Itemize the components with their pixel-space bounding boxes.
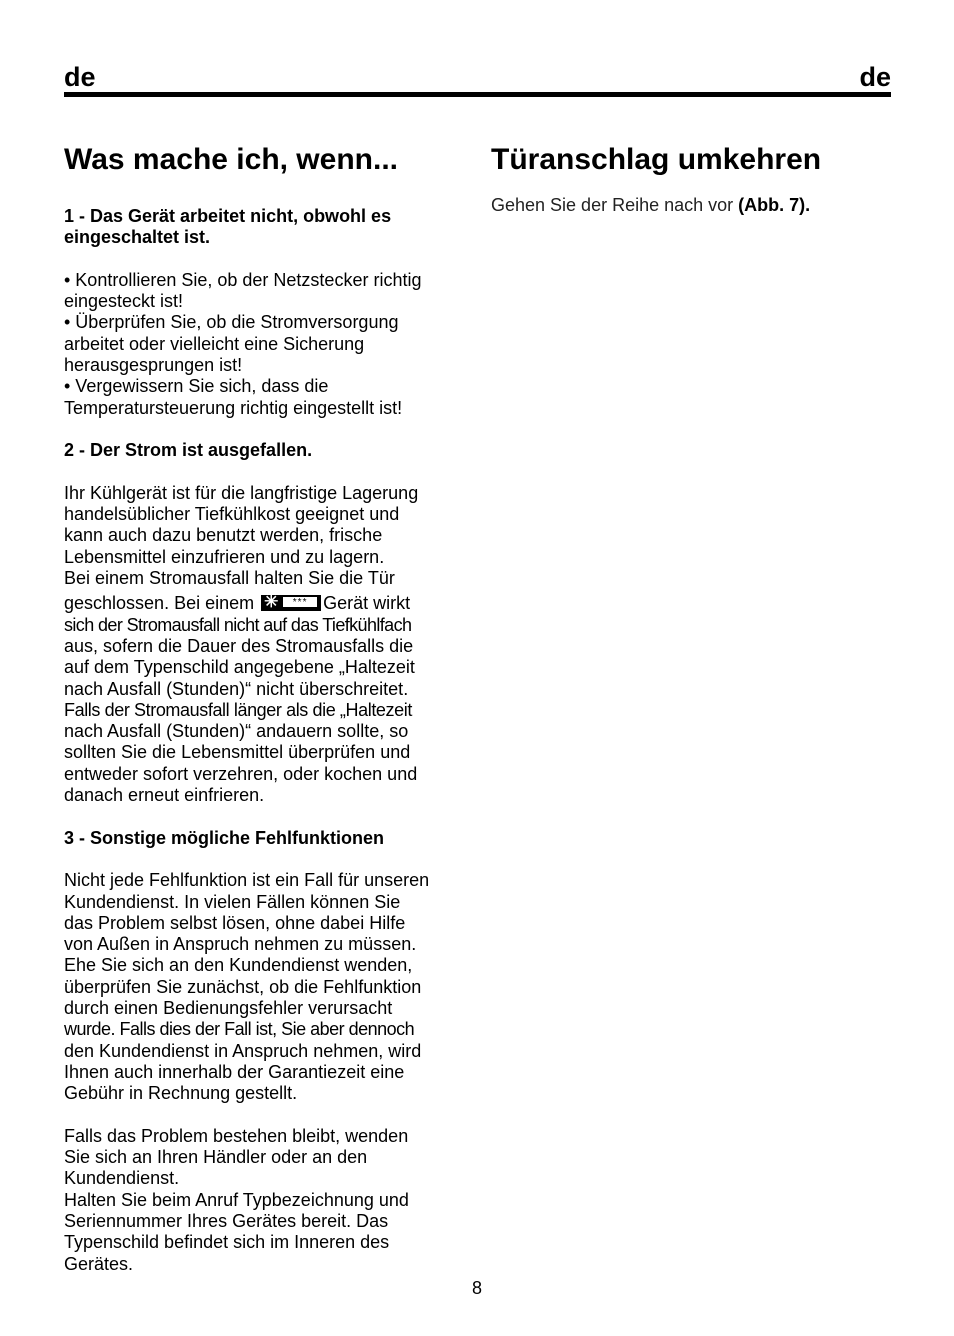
section-1-body bbox=[64, 270, 474, 419]
section-1-title-line: 1 - Das Gerät arbeitet nicht, obwohl es bbox=[64, 206, 392, 226]
text-line: eingesteckt ist! bbox=[64, 291, 184, 312]
section-2-title: 2 - Der Strom ist ausgefallen. bbox=[64, 440, 313, 461]
section-3-body bbox=[64, 870, 474, 1104]
text-line: nach Ausfall (Stunden)“ nicht überschreitet. bbox=[64, 678, 409, 699]
section-1-title bbox=[64, 206, 474, 249]
text-line: handelsüblicher Tiefkühlkost geeignet und bbox=[64, 504, 400, 525]
text-line: arbeitet oder vielleicht eine Sicherung bbox=[64, 333, 365, 354]
text-line: aus, sofern die Dauer des Stromausfalls die bbox=[64, 635, 414, 656]
troubleshooting-title: Was mache ich, wenn... bbox=[64, 143, 398, 176]
text-line: herausgesprungen ist! bbox=[64, 355, 243, 376]
door-reversal-title: Türanschlag umkehren bbox=[491, 143, 822, 176]
text-line: Ihr Kühlgerät ist für die langfristige Lagerung bbox=[64, 482, 419, 503]
text-line: auf dem Typenschild angegebene „Haltezeit bbox=[64, 657, 415, 678]
text-line: sich der Stromausfall nicht auf das Tiefkühlfach bbox=[64, 614, 412, 635]
text-line: danach erneut einfrieren. bbox=[64, 785, 265, 806]
text-line: Nicht jede Fehlfunktion ist ein Fall für unseren bbox=[64, 870, 430, 891]
page-number: 8 bbox=[471, 1278, 482, 1298]
text-line: von Außen in Anspruch nehmen zu müssen. bbox=[64, 934, 417, 955]
text-line: Halten Sie beim Anruf Typbezeichnung und bbox=[64, 1189, 409, 1210]
text-line: Gebühr in Rechnung gestellt. bbox=[64, 1083, 298, 1104]
text-line: entweder sofort verzehren, oder kochen und bbox=[64, 763, 418, 784]
snowflake-icon: ✳ bbox=[264, 592, 279, 612]
intro-text: Gehen Sie der Reihe nach vor bbox=[491, 195, 734, 215]
text-line: Falls der Stromausfall länger als die „Haltezeit bbox=[64, 699, 412, 720]
header-rule bbox=[64, 92, 891, 97]
text-line: überprüfen Sie zunächst, ob die Fehlfunktion bbox=[64, 976, 422, 997]
right-column bbox=[491, 140, 891, 216]
text-line: • Kontrollieren Sie, ob der Netzstecker richtig bbox=[64, 269, 422, 290]
text-line: • Überprüfen Sie, ob die Stromversorgung bbox=[64, 312, 399, 333]
text-fragment: Gerät wirkt bbox=[323, 593, 411, 614]
header-lang-left: de bbox=[64, 62, 96, 92]
text-line: das Problem selbst lösen, ohne dabei Hilfe bbox=[64, 912, 406, 933]
door-reversal-intro bbox=[491, 194, 891, 216]
text-line: • Vergewissern Sie sich, dass die bbox=[64, 376, 329, 397]
section-1-title-line: eingeschaltet ist. bbox=[64, 227, 211, 248]
text-line-with-icon bbox=[64, 593, 474, 614]
text-line: Gerätes. bbox=[64, 1253, 134, 1274]
text-line: Temperatursteuerung richtig eingestellt ist! bbox=[64, 397, 403, 418]
section-3-title: 3 - Sonstige mögliche Fehlfunktionen bbox=[64, 827, 385, 848]
text-line: kann auch dazu benutzt werden, frische bbox=[64, 525, 383, 546]
freezer-four-star-icon bbox=[261, 592, 321, 612]
figure-reference: (Abb. 7). bbox=[738, 195, 811, 215]
section-3-contact bbox=[64, 1126, 474, 1275]
header-lang-right: de bbox=[859, 62, 891, 92]
text-line: Kundendienst. bbox=[64, 1168, 180, 1189]
text-line: nach Ausfall (Stunden)“ andauern sollte, so bbox=[64, 721, 409, 742]
text-line: Lebensmittel einzufrieren und zu lagern. bbox=[64, 546, 385, 567]
text-line: Bei einem Stromausfall halten Sie die Tür bbox=[64, 568, 395, 589]
text-line: wurde. Falls dies der Fall ist, Sie aber dennoch bbox=[64, 1019, 415, 1040]
text-fragment: geschlossen. Bei einem bbox=[64, 593, 255, 614]
three-star-icon: *** bbox=[283, 597, 317, 607]
text-line: Kundendienst. In vielen Fällen können Sie bbox=[64, 891, 401, 912]
text-line: Seriennummer Ihres Gerätes bereit. Das bbox=[64, 1210, 389, 1231]
text-line: Ihnen auch innerhalb der Garantiezeit eine bbox=[64, 1061, 405, 1082]
text-line: Sie sich an Ihren Händler oder an den bbox=[64, 1147, 368, 1168]
text-line: Ehe Sie sich an den Kundendienst wenden, bbox=[64, 955, 413, 976]
text-line: Falls das Problem bestehen bleibt, wenden bbox=[64, 1125, 409, 1146]
text-line: den Kundendienst in Anspruch nehmen, wird bbox=[64, 1040, 422, 1061]
text-line: Typenschild befindet sich im Inneren des bbox=[64, 1232, 390, 1253]
section-2-body bbox=[64, 483, 474, 806]
text-line: durch einen Bedienungsfehler verursacht bbox=[64, 997, 393, 1018]
text-line: sollten Sie die Lebensmittel überprüfen und bbox=[64, 742, 411, 763]
left-column bbox=[64, 140, 474, 1275]
